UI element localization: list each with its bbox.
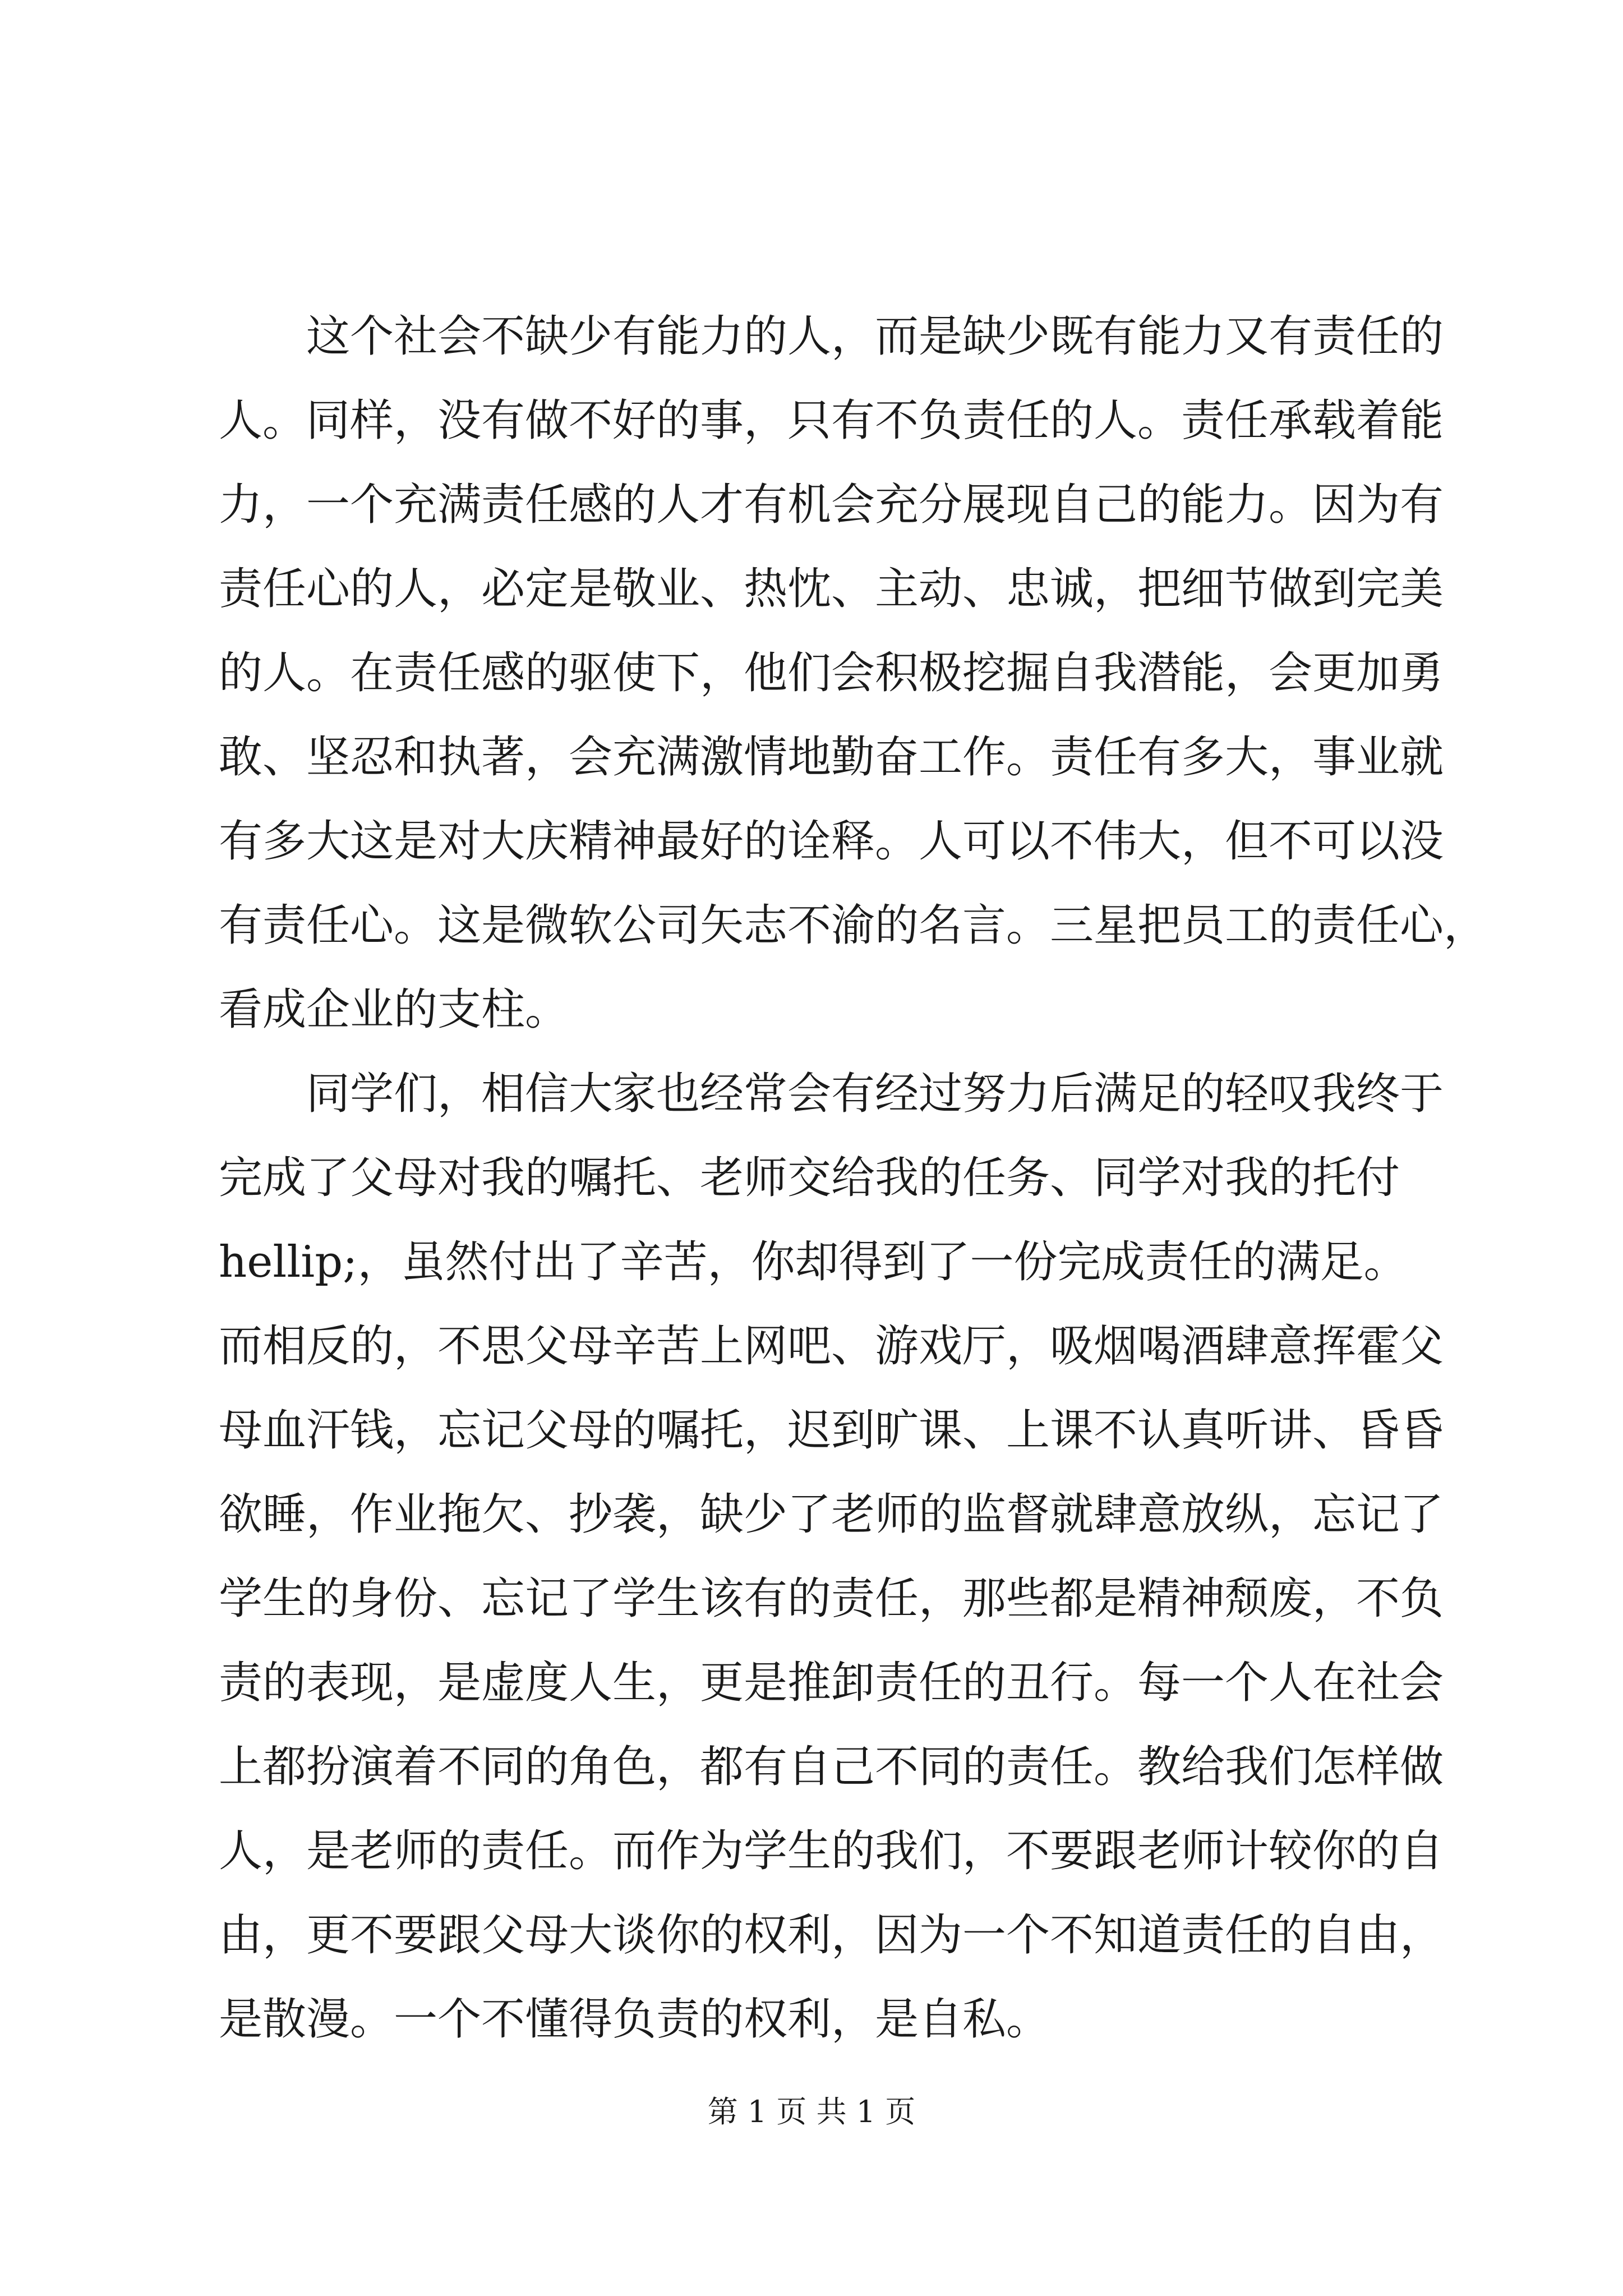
text-line: 母血汗钱，忘记父母的嘱托，迟到旷课、上课不认真听讲、昏昏: [219, 1405, 1444, 1456]
text-line: 完成了父母对我的嘱托、老师交给我的任务、同学对我的托付: [219, 1153, 1400, 1203]
text-line: 而相反的，不思父母辛苦上网吧、游戏厅，吸烟喝酒肆意挥霍父: [219, 1321, 1444, 1372]
text-line: 人，是老师的责任。而作为学生的我们，不要跟老师计较你的自: [219, 1826, 1444, 1876]
text-line: 有多大这是对大庆精神最好的诠释。人可以不伟大，但不可以没: [219, 816, 1444, 867]
text-line: 敢、坚忍和执著，会充满激情地勤奋工作。责任有多大，事业就: [219, 732, 1444, 783]
text-line: 这个社会不缺少有能力的人，而是缺少既有能力又有责任的: [306, 311, 1444, 362]
text-line: 是散漫。一个不懂得负责的权利，是自私。: [219, 1994, 1050, 2045]
text-line: 上都扮演着不同的角色，都有自己不同的责任。教给我们怎样做: [219, 1742, 1444, 1792]
text-line: 责的表现，是虚度人生，更是推卸责任的丑行。每一个人在社会: [219, 1658, 1444, 1708]
text-line: 的人。在责任感的驱使下，他们会积极挖掘自我潜能，会更加勇: [219, 648, 1444, 698]
text-line: 学生的身份、忘记了学生该有的责任，那些都是精神颓废，不负: [219, 1573, 1444, 1624]
document-body: [219, 295, 1488, 2062]
text-line: 由，更不要跟父母大谈你的权利，因为一个不知道责任的自由，: [219, 1910, 1444, 1961]
text-line: 同学们，相信大家也经常会有经过努力后满足的轻叹我终于: [306, 1069, 1444, 1119]
text-line: 责任心的人，必定是敬业、热忱、主动、忠诚，把细节做到完美: [219, 564, 1444, 614]
text-line: 欲睡，作业拖欠、抄袭，缺少了老师的监督就肆意放纵，忘记了: [219, 1489, 1444, 1540]
text-line: 人。同样，没有做不好的事，只有不负责任的人。责任承载着能: [219, 395, 1444, 446]
text-line: 力，一个充满责任感的人才有机会充分展现自己的能力。因为有: [219, 480, 1444, 530]
text-line: hellip;，虽然付出了辛苦，你却得到了一份完成责任的满足。: [219, 1237, 1408, 1287]
page-footer: 第 1 页 共 1 页: [707, 2094, 916, 2129]
text-line: 看成企业的支柱。: [219, 984, 569, 1035]
paragraph-2: [219, 1052, 1444, 2062]
paragraph-1: [219, 295, 1488, 1052]
text-line: 有责任心。这是微软公司矢志不渝的名言。三星把员工的责任心，: [219, 900, 1488, 951]
